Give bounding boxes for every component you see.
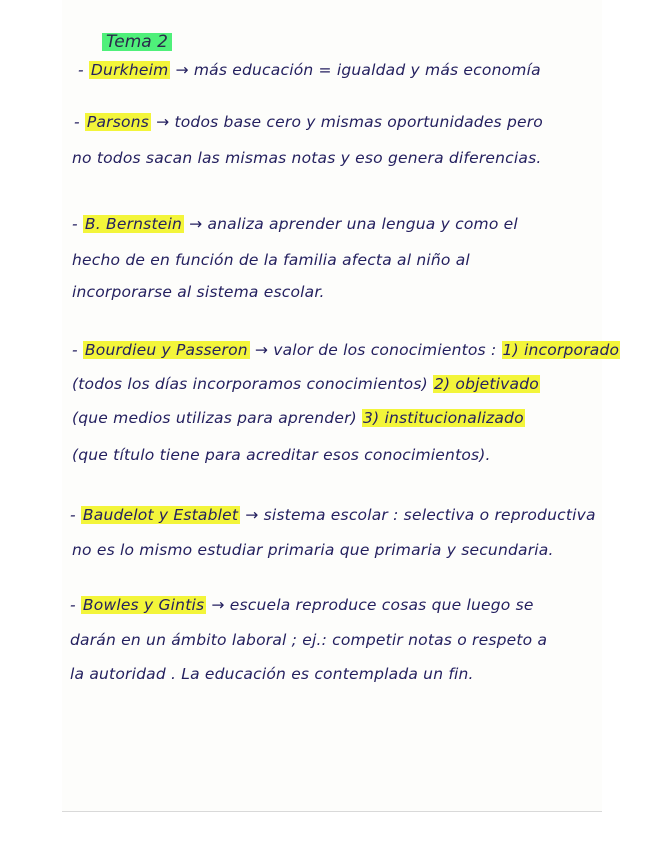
note-baudelot-line: no es lo mismo estudiar primaria que primaria y secundaria. <box>72 541 554 559</box>
note-bowles-line: darán en un ámbito laboral ; ej.: competir notas o respeto a <box>70 631 548 649</box>
author-bowles: Bowles y Gintis <box>82 596 205 614</box>
author-parsons: Parsons <box>86 113 149 131</box>
author-baudelot: Baudelot y Establet <box>82 506 239 524</box>
dash: - <box>70 506 81 524</box>
note-parsons-line: no todos sacan las mismas notas y eso genera diferencias. <box>72 149 542 167</box>
note-baudelot-text: → sistema escolar : selectiva o reproductiva <box>245 506 596 524</box>
note-parsons-text: → todos base cero y mismas oportunidades pero <box>156 113 543 131</box>
note-parsons <box>74 112 543 132</box>
bourdieu-tag-3: 3) institucionalizado <box>363 409 524 427</box>
note-durkheim <box>78 60 541 80</box>
note-baudelot <box>70 505 596 525</box>
author-bourdieu: Bourdieu y Passeron <box>84 341 248 359</box>
note-bowles-text: → escuela reproduce cosas que luego se <box>211 596 534 614</box>
note-bowles-line: la autoridad . La educación es contemplada un fin. <box>70 665 474 683</box>
note-bourdieu-line4: (que título tiene para acreditar esos conocimientos). <box>72 446 491 464</box>
dash: - <box>74 113 85 131</box>
note-bernstein-text: → analiza aprender una lengua y como el <box>189 215 518 233</box>
note-bernstein <box>72 214 518 234</box>
author-durkheim: Durkheim <box>90 61 169 79</box>
bourdieu-tag-2: 2) objetivado <box>433 375 539 393</box>
dash: - <box>72 215 83 233</box>
note-bourdieu-line3 <box>72 408 525 428</box>
note-bourdieu-line2 <box>72 374 540 394</box>
bourdieu-line2-text: (todos los días incorporamos conocimientos) <box>72 375 428 393</box>
note-bowles <box>70 595 534 615</box>
author-bernstein: B. Bernstein <box>84 215 182 233</box>
bourdieu-tag-1: 1) incorporado <box>502 341 620 359</box>
bourdieu-line3-text: (que medios utilizas para aprender) <box>72 409 357 427</box>
dash: - <box>70 596 81 614</box>
dash: - <box>78 61 89 79</box>
page-title: Tema 2 <box>102 33 172 51</box>
notebook-page <box>62 0 620 812</box>
note-durkheim-text: → más educación = igualdad y más economía <box>175 61 541 79</box>
note-bourdieu <box>72 340 620 360</box>
dash: - <box>72 341 83 359</box>
note-bernstein-line: incorporarse al sistema escolar. <box>72 283 325 301</box>
note-bernstein-line: hecho de en función de la familia afecta al niño al <box>72 251 470 269</box>
note-bourdieu-text: → valor de los conocimientos : <box>254 341 497 359</box>
